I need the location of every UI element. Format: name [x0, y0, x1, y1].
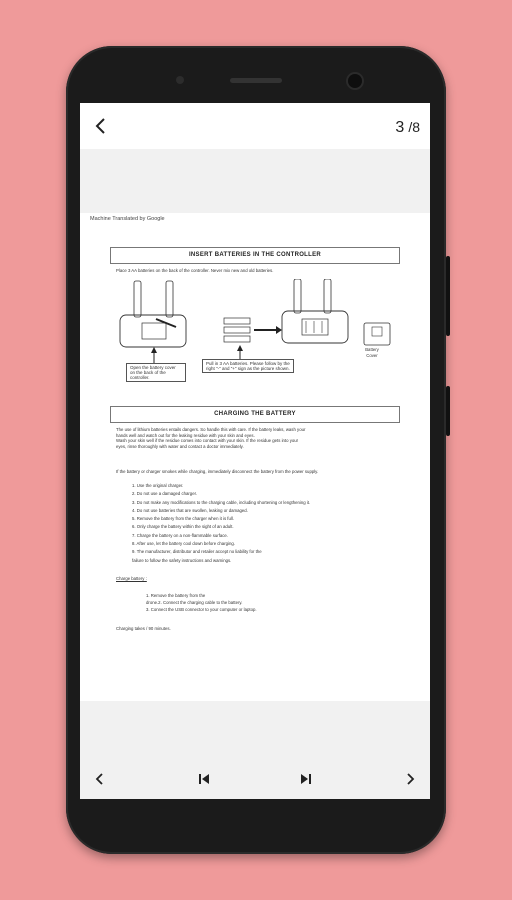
earpiece-speaker: [230, 78, 282, 83]
charge-steps: 1. Remove the battery from the drone.2. Connect the charging cable to the battery. 3. Connect the USB connector to your computer or laptop.: [146, 593, 257, 612]
proximity-sensor: [176, 76, 184, 84]
safety-rules-list: [132, 482, 310, 565]
caption-open-cover: Open the battery cover on the back of the controller.: [126, 363, 186, 382]
pdf-viewer-screen: [80, 103, 430, 799]
total-pages: /8: [408, 119, 420, 135]
section-title-charging: CHARGING THE BATTERY: [110, 406, 400, 423]
page-margin-top: [80, 149, 430, 213]
front-camera: [348, 74, 362, 88]
charging-time: Charging takes / 90 minutes.: [116, 626, 171, 631]
page-margin-bottom: [80, 701, 430, 761]
section-title-insert: INSERT BATTERIES IN THE CONTROLLER: [110, 247, 400, 264]
list-item: 9. The manufacturer, distributor and retailer accept no liability for the: [132, 549, 262, 555]
list-item: 1. Use the original charger.: [132, 483, 184, 488]
list-item: 4. Do not use batteries that are swollen, leaking or damaged.: [132, 507, 248, 513]
list-item: 2. Do not use a damaged charger.: [132, 491, 197, 497]
previous-page-icon[interactable]: [90, 769, 110, 789]
list-item: 5. Remove the battery from the charger when it is full.: [132, 516, 234, 522]
back-arrow-icon[interactable]: [90, 115, 112, 137]
list-item: 3. Do not make any modifications to the charging cable, including shortening or lengthening it.: [132, 499, 311, 505]
current-page: 3: [395, 119, 405, 136]
page-indicator: [395, 119, 420, 137]
list-item: failure to follow the safety instructions and warnings.: [132, 557, 232, 563]
next-page-icon[interactable]: [400, 769, 420, 789]
warning-paragraph: The use of lithium batteries entails dangers. So handle this with care. If the battery leaks, wash your hands well and watch out for the leaking residue with your skin and eyes. Wash your skin well if the residue comes into contact with your skin. If the residue gets into your eyes, rinse thoroughly with water and contact a doctor immediately.: [116, 427, 306, 449]
power-button: [446, 386, 450, 436]
section1-intro: Place 3 AA batteries on the back of the controller. Never mix new and old batteries.: [116, 268, 274, 273]
document-page[interactable]: [80, 213, 430, 701]
bottom-navigation: [80, 761, 430, 799]
overheat-note: If the battery or charger smokes while charging, immediately disconnect the battery from the power supply.: [116, 469, 319, 474]
list-item: 8. After use, let the battery cool down before charging.: [132, 541, 235, 547]
list-item: 6. Only charge the battery within the sight of an adult.: [132, 524, 234, 530]
list-item: 7. Charge the battery on a non-flammable surface.: [132, 532, 229, 538]
volume-button: [446, 256, 450, 336]
charge-heading: Charge battery :: [116, 576, 147, 581]
first-page-icon[interactable]: [194, 769, 214, 789]
last-page-icon[interactable]: [296, 769, 316, 789]
machine-translated-note: Machine Translated by Google: [90, 216, 165, 222]
caption-battery-cover: Battery Cover: [365, 347, 379, 358]
caption-pull-in: Pull in 3 AA batteries. Please follow by the right "-" and "+" sign as the picture shown.: [202, 359, 294, 373]
top-bar: [80, 103, 430, 149]
